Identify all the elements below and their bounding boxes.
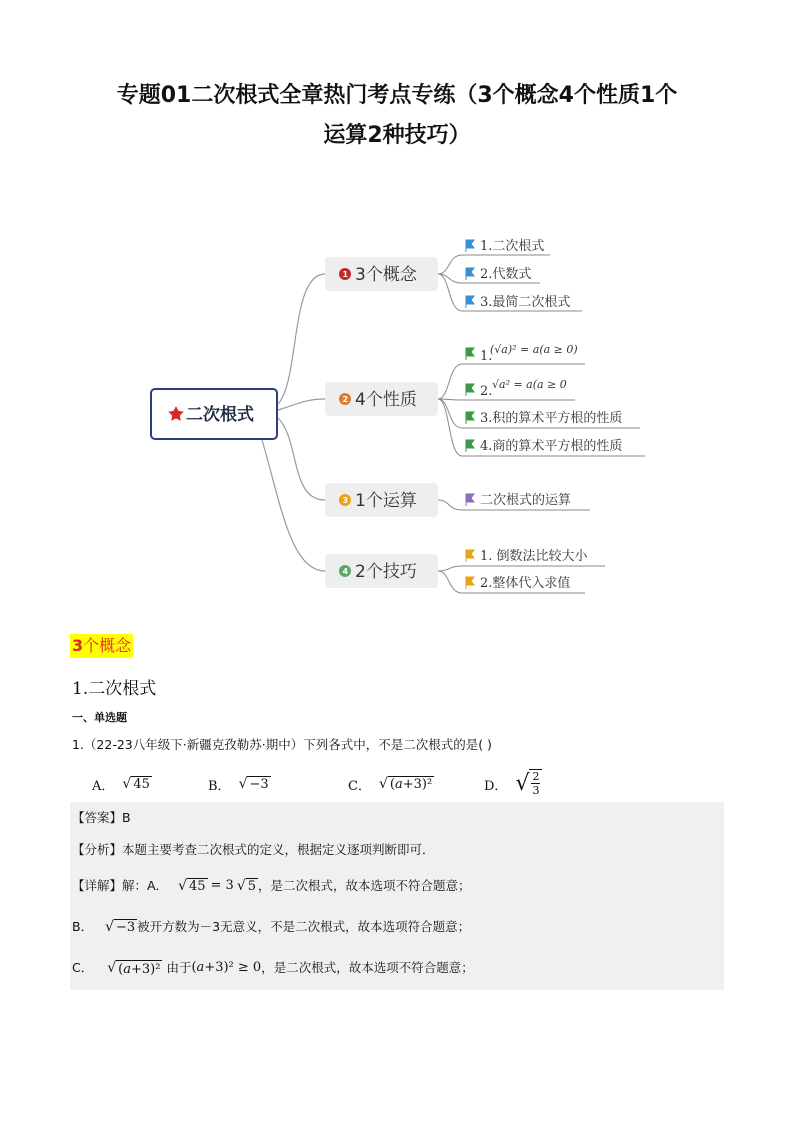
flag-icon <box>466 296 474 308</box>
option-b: B． √ −3 <box>208 776 269 794</box>
leaf-text: 2. <box>480 384 493 399</box>
leaf-text: 2.代数式 <box>480 267 532 282</box>
flag-icon <box>466 268 474 280</box>
flag-icon <box>466 384 474 396</box>
option-c: C． √ (a+3)² <box>348 776 433 794</box>
leaf-text: 3.最简二次根式 <box>480 295 571 310</box>
answer-line: 【答案】B <box>72 810 131 825</box>
mindmap-root-label: 二次根式 <box>186 405 254 425</box>
detail-line-b: B． √ −3 被开方数为－3无意义，不是二次根式，故本选项符合题意； <box>72 919 471 935</box>
mindmap-branch-operation <box>325 483 438 517</box>
leaf-text: 3.积的算术平方根的性质 <box>480 411 623 426</box>
svg-text:1个运算: 1个运算 <box>355 491 417 511</box>
svg-text:3: 3 <box>342 496 349 505</box>
leaf-text: 1.二次根式 <box>480 239 545 254</box>
detail-line-c: C． √ (a+3)² 由于 ( a +3)² ≥ 0 ，是二次根式，故本选项不符合题意； <box>72 959 474 977</box>
flag-icon <box>466 440 474 452</box>
leaf-text: 4.商的算术平方根的性质 <box>480 439 623 454</box>
question-options <box>92 766 612 802</box>
question-stem: 1.（22-23八年级下·新疆克孜勒苏·期中）下列各式中，不是二次根式的是( ) <box>72 737 492 752</box>
document-title-line-1: 专题01二次根式全章热门考点专练（3个概念4个性质1个 <box>116 83 678 108</box>
subsection-heading: 1.二次根式 <box>72 679 157 699</box>
mindmap-root <box>151 389 277 439</box>
flag-icon <box>466 348 474 360</box>
flag-icon <box>466 577 474 589</box>
leaf-text: 二次根式的运算 <box>480 493 572 508</box>
question-type-label: 一、单选题 <box>72 711 127 724</box>
svg-text:3个概念: 3个概念 <box>355 265 417 285</box>
svg-text:1: 1 <box>342 270 349 279</box>
formula-text: √a² = a(a ≥ 0 <box>492 378 567 391</box>
flag-icon <box>466 494 474 506</box>
formula-text: (√a)² = a(a ≥ 0) <box>490 343 578 356</box>
detail-line-a: 【详解】解：A． √ 45 = 3 √ 5 ，是二次根式，故本选项不符合题意； <box>72 878 471 894</box>
svg-text:2个技巧: 2个技巧 <box>355 562 417 582</box>
svg-text:4: 4 <box>342 567 349 576</box>
leaf-text: 1. 倒数法比较大小 <box>480 549 588 564</box>
svg-text:2: 2 <box>342 395 349 404</box>
flag-icon <box>466 240 474 252</box>
flag-icon <box>466 412 474 424</box>
leaf-text: 2.整体代入求值 <box>480 576 571 591</box>
document-title-line-2: 运算2种技巧） <box>323 123 471 148</box>
option-a: A． √ 45 <box>92 776 150 794</box>
svg-text:4个性质: 4个性质 <box>355 390 417 410</box>
option-d: D． √ 2 3 <box>484 766 542 802</box>
flag-icon <box>466 550 474 562</box>
analysis-line: 【分析】本题主要考查二次根式的定义，根据定义逐项判断即可． <box>72 842 435 857</box>
mindmap-leaves <box>466 238 622 591</box>
leaf-text: 1. <box>480 349 493 364</box>
mindmap-branch-concepts <box>325 257 438 291</box>
mindmap-branch-properties <box>325 382 438 416</box>
section-heading: 3个概念 <box>70 634 133 658</box>
mindmap-branch-techniques <box>325 554 438 588</box>
